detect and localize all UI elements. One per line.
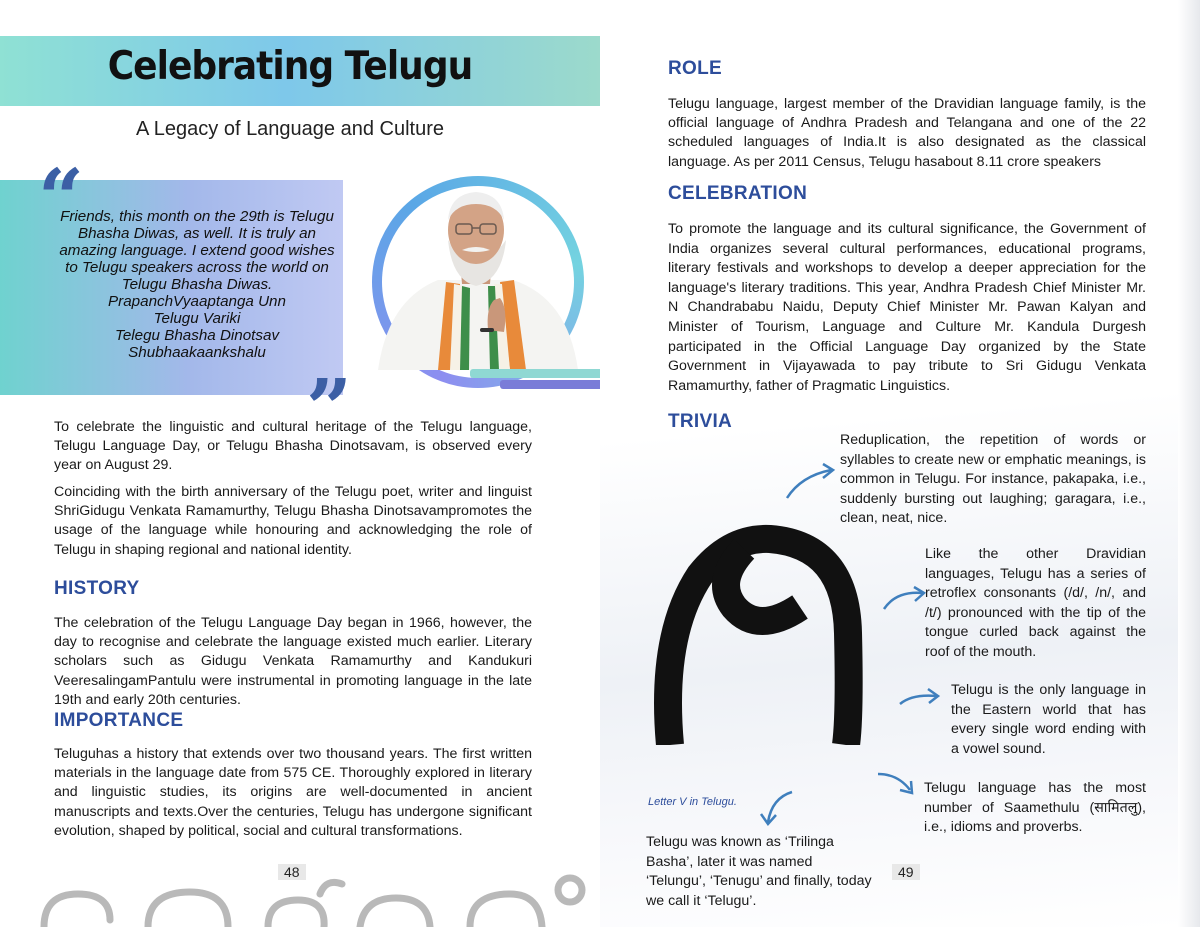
- decorative-stripe: [470, 369, 620, 378]
- history-text: The celebration of the Telugu Language Day began in 1966, however, the day to recognise and celebrate the language existed much earlier. Literary scholars such as Gidugu Venkata Ramamurthy and Kandukuri VeeresalingamPantulu were instrumental in promoting language in the late 19th and early 20th centuries.: [54, 615, 532, 708]
- page-number-right: 49: [892, 864, 920, 880]
- page-title: Celebrating Telugu: [107, 43, 473, 90]
- open-quote-icon: “: [38, 151, 85, 245]
- quote-line: Telugu Variki: [153, 310, 241, 327]
- arrow-icon: [896, 684, 942, 708]
- quote-line: Shubhaakaankshalu: [128, 344, 266, 361]
- trivia-item: Reduplication, the repetition of words or syllables to create new or emphatic meanings, is common in Telugu. For instance, pakapaka, i.e., suddenly bursting out laughing; garagara, i.e., clean, neat, nice.: [840, 432, 1146, 527]
- role-text: Telugu language, largest member of the Dravidian language family, is the official language of Andhra Pradesh and Telangana and one of the 22 scheduled languages of India.It is also designated as the classical language. As per 2011 Census, Telugu hasabout 8.11 crore speakers: [668, 96, 1146, 170]
- celebration-heading: CELEBRATION: [668, 183, 808, 204]
- history-heading: HISTORY: [54, 578, 140, 599]
- intro-paragraph-1: To celebrate the linguistic and cultural heritage of the Telugu language, Telugu Language Day, or Telugu Bhasha Dinotsavam, is observed every year on August 29.: [54, 419, 532, 474]
- importance-text: Teluguhas a history that extends over two thousand years. The first written materials in the language date from 575 CE. Thoroughly explored in literary and linguistic studies, its origins are well-documented in ancient manuscripts and texts.Over the centuries, Telugu has undergone significant evolution, shaped by political, social and cultural transformations.: [54, 746, 532, 839]
- page-edge: [1178, 0, 1200, 927]
- trivia-item: Like the other Dravidian languages, Telugu has a series of retroflex consonants (/d/, /n/, and /t/) pronounced with the tip of the tongue curled back against the roof of the mouth.: [925, 546, 1146, 660]
- close-quote-icon: ”: [306, 361, 353, 455]
- page-number-left: 48: [278, 864, 306, 880]
- intro-paragraph-2: Coinciding with the birth anniversary of the Telugu poet, writer and linguist ShriGidugu Venkata Ramamurthy, Telugu Bhasha Dinotsavampromotes the usage of the language while honouring and acknowledging the role of Telugu in shaping regional and national identity.: [54, 484, 532, 558]
- portrait-photo: [368, 180, 583, 370]
- telugu-script-decoration: [30, 870, 590, 927]
- quote-line: PrapanchVyaaptanga Unn: [108, 293, 286, 310]
- trivia-item: Telugu is the only language in the Eastern world that has every single word ending with a vowel sound.: [951, 682, 1146, 757]
- quote-line: Telegu Bhasha Dinotsav: [114, 327, 280, 344]
- arrow-icon: [783, 462, 839, 502]
- trivia-heading: TRIVIA: [668, 411, 733, 432]
- quote-line: Friends, this month on the 29th is Telugu Bhasha Diwas, as well. It is truly an amazing language. I extend good wishes to Telugu speakers across the world on Telugu Bhasha Diwas.: [59, 208, 335, 293]
- arrow-icon: [880, 583, 928, 613]
- pm-quote: [56, 208, 338, 361]
- glyph-caption: Letter V in Telugu.: [648, 796, 737, 808]
- trivia-item: Telugu was known as ‘Trilinga Basha’, later it was named ‘Telungu’, ‘Tenugu’ and finally, today we call it ‘Telugu’.: [646, 834, 872, 909]
- telugu-letter-glyph: [650, 515, 875, 745]
- importance-heading: IMPORTANCE: [54, 710, 184, 731]
- arrow-icon: [758, 788, 798, 828]
- celebration-text: To promote the language and its cultural significance, the Government of India organizes several cultural performances, educational programs, literary festivals and workshops to develop a deeper appreciation for the language's literary traditions. This year, Andhra Pradesh Chief Minister Mr. N Chandrababu Naidu, Deputy Chief Minister Mr. Pawan Kalyan and Minister of Tourism, Language and Culture Mr. Kandula Durgesh participated in the Official Language Day organized by the State Government in Vijayawada to pay tribute to Sri Gidugu Venkata Ramamurthy, father of Pragmatic Linguistics.: [668, 221, 1146, 394]
- trivia-item: Telugu language has the most number of Saamethulu (सामितलु), i.e., idioms and proverbs.: [924, 780, 1146, 836]
- page-subtitle: A Legacy of Language and Culture: [135, 118, 445, 140]
- arrow-icon: [874, 768, 918, 798]
- role-heading: ROLE: [668, 58, 722, 79]
